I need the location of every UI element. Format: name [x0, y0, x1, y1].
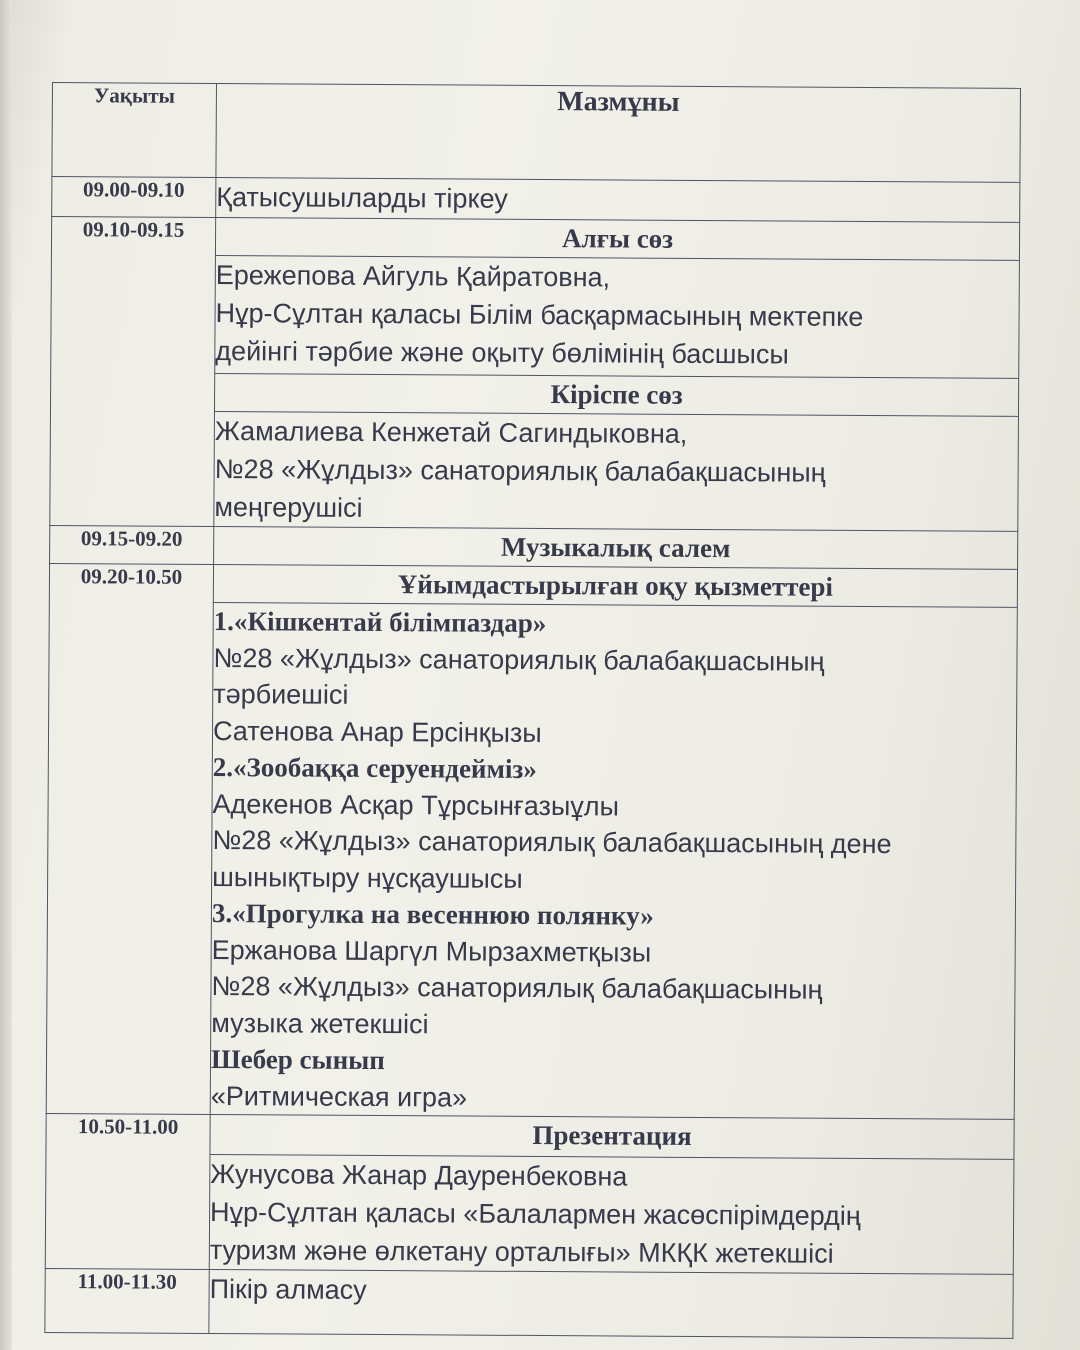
intro-line: Жамалиева Кенжетай Сагиндыковна, [214, 416, 688, 449]
activity-line: «Ритмическая игра» [210, 1080, 468, 1113]
time-activities: 09.20-10.50 [46, 563, 213, 1114]
activity-title: 1.«Кішкентай білімпаздар» [213, 605, 547, 639]
time-discussion: 11.00-11.30 [45, 1268, 209, 1333]
row-discussion [45, 1268, 1013, 1338]
time-registration: 09.00-09.10 [52, 177, 216, 218]
music-title: Музыкалық салем [214, 526, 1018, 569]
activity-line: Ержанова Шаргүл Мырзахметқызы [211, 934, 652, 968]
activity-line: №28 «Жұлдыз» санаториялық балабақшасының [211, 970, 823, 1005]
intro-title: Кіріспе сөз [214, 373, 1018, 416]
activity-line: тәрбиешісі [213, 678, 349, 710]
text-registration: Қатысушыларды тіркеу [216, 178, 1020, 223]
activity-line: Адекенов Асқар Тұрсынғазыұлы [212, 788, 620, 821]
opening-line: Ережепова Айгуль Қайратовна, [215, 260, 611, 293]
intro-body [214, 411, 1019, 531]
text-discussion: Пікір алмасу [209, 1269, 1013, 1338]
header-content: Мазмұны [216, 84, 1021, 183]
intro-line: меңгерушісі [214, 492, 363, 523]
schedule-table [44, 82, 1021, 1339]
activities-list [210, 602, 1017, 1119]
time-opening: 09.10-09.15 [50, 217, 216, 527]
row-music [50, 525, 1018, 569]
presentation-line: Жунусова Жанар Дауренбековна [210, 1158, 628, 1192]
activity-line: музыка жетекшісі [211, 1007, 429, 1039]
activity-line: №28 «Жұлдыз» санаториялық балабақшасының дене [212, 824, 892, 860]
activity-line: №28 «Жұлдыз» санаториялық балабақшасының [213, 642, 825, 677]
intro-line: №28 «Жұлдыз» санаториялық балабақшасының [214, 454, 826, 488]
time-music: 09.15-09.20 [50, 525, 214, 564]
row-opening-title [51, 217, 1019, 261]
row-activities-title [49, 563, 1017, 607]
activity-line: шынықтыру нұсқаушысы [212, 861, 523, 894]
presentation-body [209, 1154, 1014, 1274]
opening-line: дейінгі тәрбие және оқыту бөлімінің басшысы [215, 336, 789, 370]
header-time: Уақыты [52, 83, 217, 178]
presentation-line: туризм және өлкетану орталығы» МКҚК жетекшісі [209, 1234, 834, 1269]
presentation-title: Презентация [210, 1114, 1014, 1159]
opening-body [215, 256, 1020, 379]
activity-line: Сатенова Анар Ерсінқызы [212, 715, 542, 748]
opening-title: Алғы сөз [215, 218, 1019, 261]
row-presentation-title [46, 1113, 1014, 1159]
activity-title: 2.«Зообаққа серуендейміз» [212, 751, 537, 784]
activity-title: 3.«Прогулка на весеннюю полянку» [211, 897, 654, 931]
header-row [52, 83, 1021, 183]
time-presentation: 10.50-11.00 [45, 1113, 210, 1269]
activities-title: Ұйымдастырылған оқу қызметтері [213, 564, 1017, 607]
page-shadow-edge [0, 0, 12, 1350]
row-registration [52, 177, 1020, 223]
presentation-line: Нұр-Сұлтан қаласы «Балалармен жасөспірімдердің [210, 1196, 861, 1231]
opening-line: Нұр-Сұлтан қаласы Білім басқармасының мектепке [215, 298, 864, 332]
activity-title: Шебер сынып [210, 1043, 385, 1076]
